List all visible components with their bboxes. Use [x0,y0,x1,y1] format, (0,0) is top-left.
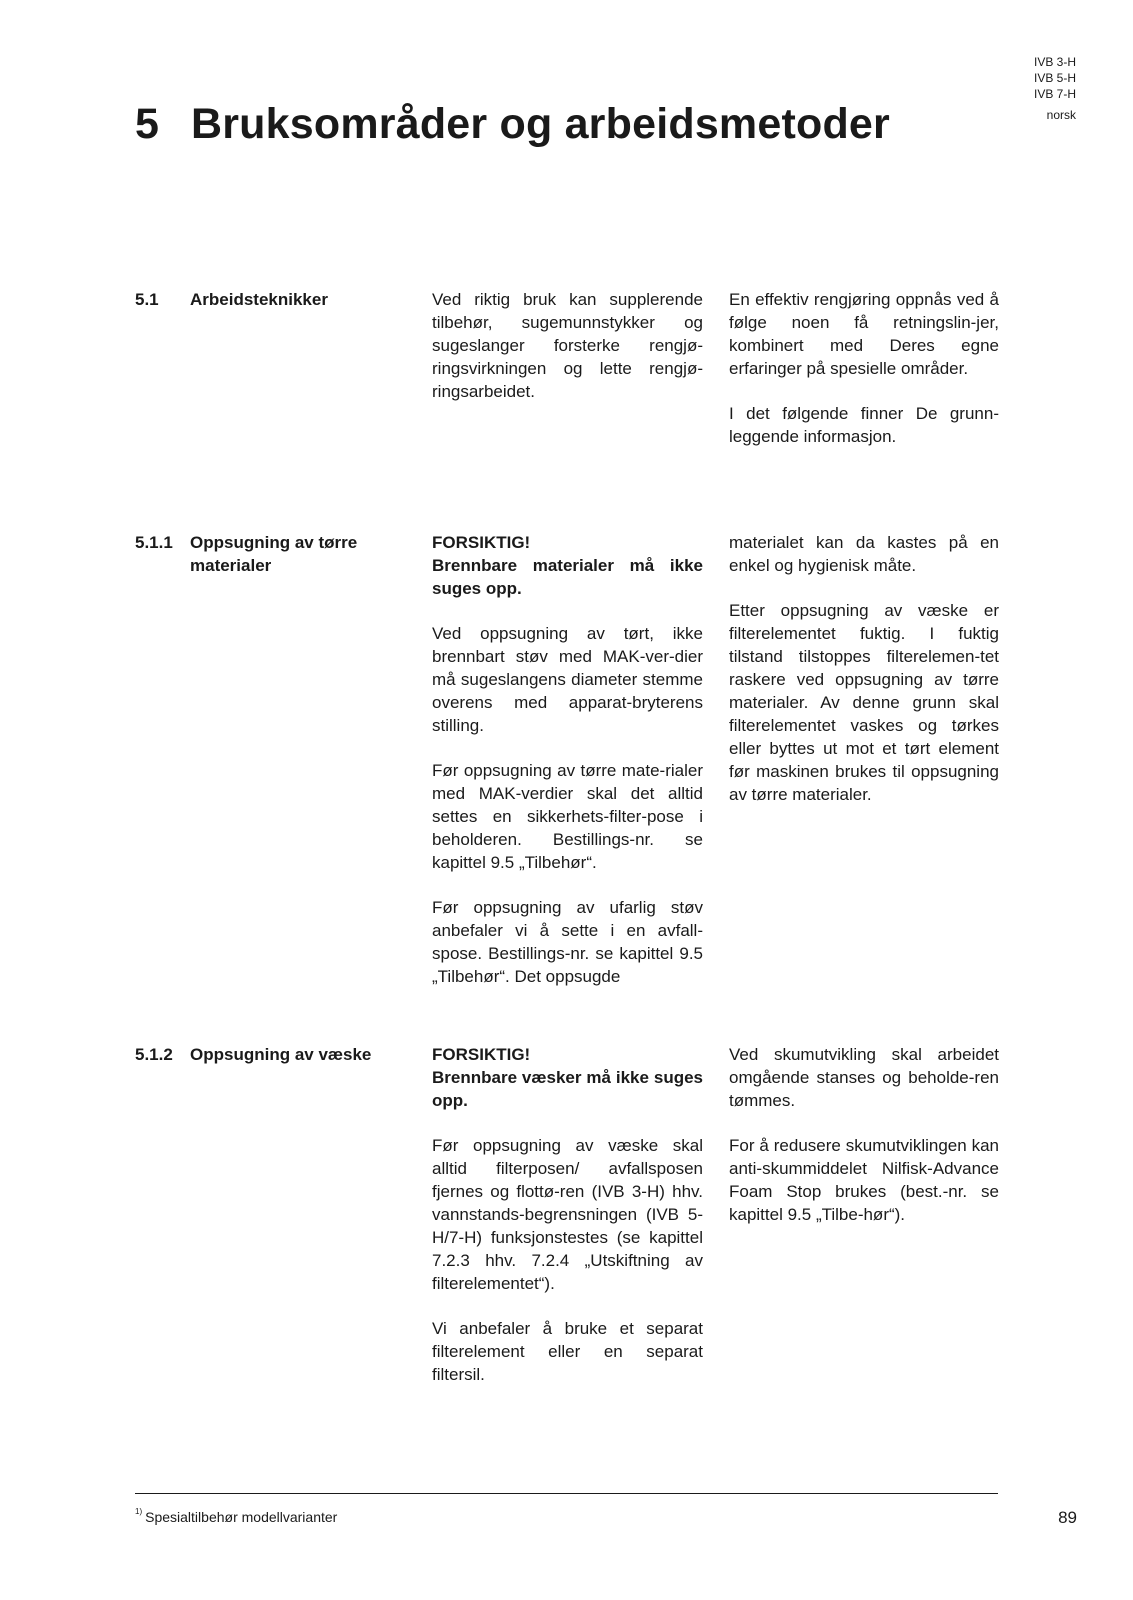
paragraph: En effektiv rengjøring oppnås ved å følge noen få retningslin-jer, kombinert med Deres egne erfaringer på spesielle områder. [729,290,999,378]
footer-divider [135,1493,998,1494]
model-list [956,54,1076,102]
paragraph: Før oppsugning av væske skal alltid filterposen/ avfallsposen fjernes og flottø-ren (IVB 3-H) hhv. vannstands-begrensningen (IVB 5-H/7-H) funksjonstestes (se kapittel 7.2.3 hhv. 7.2.4 „Utskiftning av filterelementet“). [432,1136,703,1293]
footnote-mark: 1) [135,1507,143,1516]
paragraph: Ved skumutvikling skal arbeidet omgående stanses og beholde-ren tømmes. [729,1045,999,1110]
section-column-1 [432,288,703,425]
section-column-2 [729,288,999,470]
paragraph: Ved oppsugning av tørt, ikke brennbart støv med MAK-ver-dier må sugeslangens diameter stemme overens med apparat-bryterens stilling. [432,624,703,735]
warning-text: FORSIKTIG! Brennbare væsker må ikke suges opp. [432,1045,703,1110]
paragraph: materialet kan da kastes på en enkel og hygienisk måte. [729,533,999,575]
model-label: IVB 7-H [1033,87,1076,101]
paragraph: Vi anbefaler å bruke et separat filterelement eller en separat filtersil. [432,1319,703,1384]
chapter-title: Bruksområder og arbeidsmetoder [191,100,890,148]
page-number: 89 [1058,1508,1077,1527]
section-column-1 [432,1043,703,1408]
paragraph: For å redusere skumutviklingen kan anti-skummiddelet Nilfisk-Advance Foam Stop brukes (best.-nr. se kapittel 9.5 „Tilbe-hør“). [729,1136,999,1224]
chapter-heading [135,100,890,149]
paragraph: Før oppsugning av tørre mate-rialer med MAK-verdier skal det alltid settes en sikkerhets-filter-pose i beholderen. Bestillings-nr. se kapittel 9.5 „Tilbehør“. [432,761,703,872]
model-label: IVB 5-H [1033,71,1076,85]
language-label: norsk [1046,108,1076,122]
model-label: IVB 3-H [1033,55,1076,69]
section-column-2 [729,1043,999,1248]
section-title: Oppsugning av tørre materialer [190,533,358,575]
paragraph: Etter oppsugning av væske er filterelementet fuktig. I fuktig tilstand tilstoppes filterelemen-tet raskere ved oppsugning av tørre materialer. Av denne grunn skal filterelementet vaskes og tørkes eller byttes ut mot et tørt element før maskinen brukes til oppsugning av tørre materialer. [729,601,999,804]
section-title: Arbeidsteknikker [190,290,328,309]
section-number: 5.1.1 [135,533,173,552]
paragraph: I det følgende finner De grunn-leggende informasjon. [729,404,999,446]
warning-text: FORSIKTIG! Brennbare materialer må ikke suges opp. [432,533,703,598]
section-number: 5.1 [135,290,159,309]
section-column-2 [729,531,999,828]
paragraph: Ved riktig bruk kan supplerende tilbehør, sugemunnstykker og sugeslanger forsterke rengjø-ringsvirkningen og lette rengjø-ringsarbeidet. [432,290,703,401]
chapter-number: 5 [135,100,160,148]
section-title: Oppsugning av væske [190,1045,372,1064]
section-column-1 [432,531,703,1010]
section-number: 5.1.2 [135,1045,173,1064]
paragraph: Før oppsugning av ufarlig støv anbefaler vi å sette i en avfall-spose. Bestillings-nr. se kapittel 9.5 „Tilbehør“. Det oppsugde [432,898,703,986]
footnote [135,1509,337,1525]
footnote-text: Spesialtilbehør modellvarianter [145,1509,338,1525]
